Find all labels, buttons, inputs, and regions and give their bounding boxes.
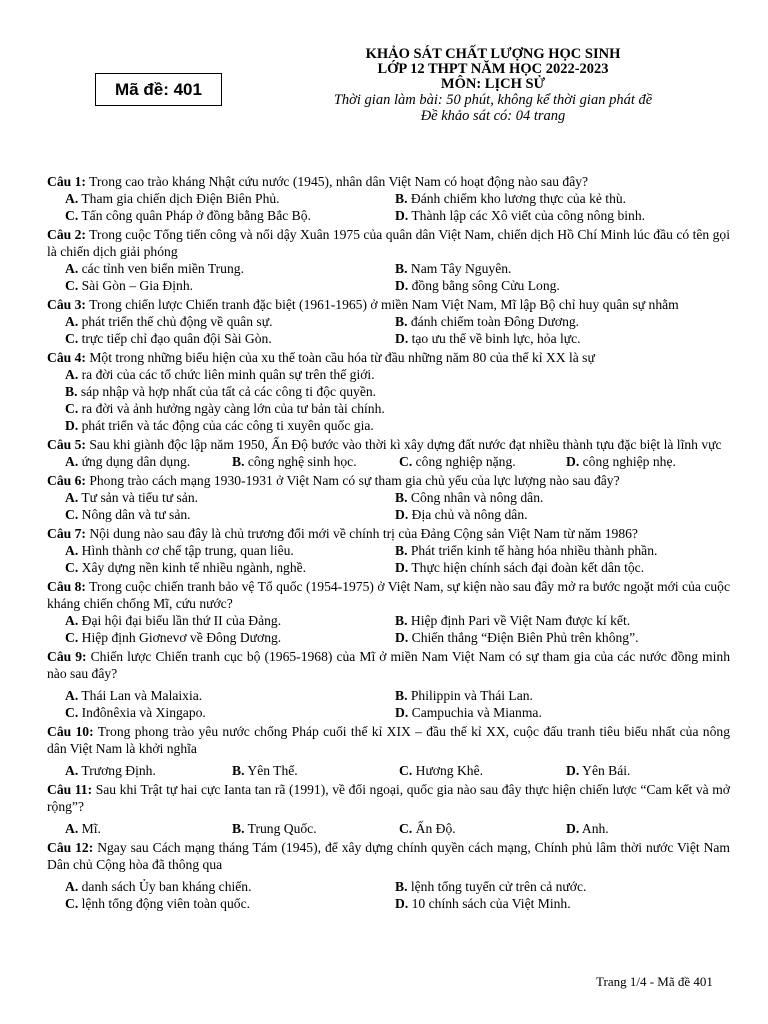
option-letter: A. — [65, 821, 79, 836]
option-text: lệnh tổng động viên toàn quốc. — [81, 896, 251, 911]
option-letter: D. — [566, 454, 580, 469]
option-text: lệnh tổng tuyển cử trên cả nước. — [410, 879, 587, 894]
answer-options — [47, 687, 730, 721]
question-2 — [47, 226, 730, 294]
option-letter: C. — [65, 278, 79, 293]
option-text: Thái Lan và Malaixia. — [81, 688, 203, 703]
answer-option-b — [395, 542, 730, 559]
option-letter: B. — [395, 613, 408, 628]
option-text: Hương Khê. — [415, 763, 484, 778]
answer-option-b — [232, 820, 395, 837]
question-stem — [47, 296, 730, 313]
answer-option-a — [65, 762, 228, 779]
question-text: Sau khi Trật tự hai cực Ianta tan rã (1991), về đối ngoại, quốc gia nào sau đây thực hiện chiến lược “Cam kết và mở rộng”? — [47, 782, 730, 814]
answer-option-a — [65, 687, 391, 704]
answer-option-d — [395, 277, 730, 294]
answer-option-c — [65, 277, 391, 294]
answer-option-d — [395, 629, 730, 646]
question-stem — [47, 578, 730, 612]
option-letter: A. — [65, 688, 79, 703]
option-text: Đại hội đại biểu lần thứ II của Đảng. — [81, 613, 282, 628]
question-5 — [47, 436, 730, 470]
answer-option-a — [65, 190, 391, 207]
question-stem — [47, 723, 730, 757]
question-list — [47, 173, 730, 914]
option-letter: A. — [65, 763, 79, 778]
question-text: Phong trào cách mạng 1930-1931 ở Việt Nam có sự tham gia chủ yếu của lực lượng nào sau đây? — [89, 473, 620, 488]
option-text: Đánh chiếm kho lương thực của kẻ thù. — [410, 191, 627, 206]
question-text: Trong cuộc chiến tranh bảo vệ Tổ quốc (1954-1975) ở Việt Nam, sự kiện nào sau đây mở ra bước ngoặt mới của cuộc kháng chiến chống Mĩ, cứu nước? — [47, 579, 730, 611]
question-4 — [47, 349, 730, 434]
option-text: Xây dựng nền kinh tế nhiều ngành, nghề. — [81, 560, 307, 575]
option-text: phát triển và tác động của các công ti xuyên quốc gia. — [81, 418, 374, 433]
answer-option-b — [395, 190, 730, 207]
option-text: Anh. — [581, 821, 609, 836]
option-letter: C. — [65, 705, 79, 720]
option-letter: D. — [395, 208, 409, 223]
answer-option-b — [395, 489, 730, 506]
option-text: Địa chủ và nông dân. — [411, 507, 528, 522]
option-letter: B. — [232, 763, 245, 778]
option-text: đánh chiếm toàn Đông Dương. — [410, 314, 580, 329]
option-text: Trung Quốc. — [247, 821, 317, 836]
header-grade-year: LỚP 12 THPT NĂM HỌC 2022-2023 — [377, 61, 609, 77]
option-letter: D. — [395, 560, 409, 575]
option-letter: B. — [395, 191, 408, 206]
option-letter: B. — [232, 821, 245, 836]
option-letter: D. — [395, 705, 409, 720]
option-letter: D. — [566, 821, 580, 836]
option-text: sáp nhập và hợp nhất của tất cả các công ti độc quyền. — [80, 384, 377, 399]
option-text: phát triển thế chủ động về quân sự. — [81, 314, 273, 329]
answer-option-b — [395, 687, 730, 704]
answer-option-d — [395, 330, 730, 347]
answer-option-d — [395, 704, 730, 721]
question-stem — [47, 349, 730, 366]
option-letter: D. — [395, 278, 409, 293]
option-text: công nghiệp nặng. — [415, 454, 516, 469]
option-text: công nghệ sinh học. — [247, 454, 357, 469]
answer-options — [47, 820, 730, 837]
question-text: Chiến lược Chiến tranh cục bộ (1965-1968) của Mĩ ở miền Nam Việt Nam có sự tham gia của các nước đồng minh nào sau đây? — [47, 649, 730, 681]
question-stem — [47, 436, 730, 453]
question-7 — [47, 525, 730, 576]
answer-option-a — [65, 313, 391, 330]
question-label: Câu 11: — [47, 782, 93, 797]
answer-option-d — [395, 559, 730, 576]
question-text: Trong cao trào kháng Nhật cứu nước (1945), nhân dân Việt Nam có hoạt động nào sau đây? — [89, 174, 589, 189]
header-title: KHẢO SÁT CHẤT LƯỢNG HỌC SINH — [365, 46, 621, 62]
answer-option-c — [65, 704, 391, 721]
question-9 — [47, 648, 730, 721]
option-letter: C. — [399, 763, 413, 778]
question-1 — [47, 173, 730, 224]
answer-option-a — [65, 820, 228, 837]
answer-option-b — [395, 878, 730, 895]
answer-option-c — [65, 559, 391, 576]
option-letter: C. — [65, 331, 79, 346]
answer-option-a — [65, 489, 391, 506]
question-8 — [47, 578, 730, 646]
answer-option-d — [65, 417, 730, 434]
answer-option-b — [232, 762, 395, 779]
option-letter: A. — [65, 490, 79, 505]
answer-option-b — [232, 453, 395, 470]
option-text: Yên Bái. — [582, 763, 631, 778]
question-label: Câu 1: — [47, 174, 86, 189]
question-stem — [47, 781, 730, 815]
question-stem — [47, 472, 730, 489]
option-text: đồng bằng sông Cửu Long. — [411, 278, 560, 293]
option-text: Hiệp định Giơnevơ về Đông Dương. — [81, 630, 282, 645]
option-letter: A. — [65, 454, 79, 469]
answer-option-c — [399, 820, 562, 837]
answer-options — [47, 489, 730, 523]
question-stem — [47, 648, 730, 682]
question-10 — [47, 723, 730, 779]
question-stem — [47, 173, 730, 190]
answer-option-c — [65, 207, 391, 224]
exam-header — [300, 47, 686, 124]
option-text: Ấn Độ. — [415, 821, 456, 836]
option-text: Phát triển kinh tế hàng hóa nhiều thành phần. — [410, 543, 658, 558]
option-letter: B. — [65, 384, 78, 399]
header-time: Thời gian làm bài: 50 phút, không kể thời gian phát đề — [333, 92, 653, 108]
answer-options — [47, 453, 730, 470]
answer-option-d — [395, 506, 730, 523]
option-text: các tỉnh ven biển miền Trung. — [81, 261, 244, 276]
answer-options — [47, 612, 730, 646]
page-footer: Trang 1/4 - Mã đề 401 — [596, 974, 713, 989]
answer-option-c — [65, 629, 391, 646]
option-letter: A. — [65, 261, 79, 276]
option-letter: A. — [65, 314, 79, 329]
question-stem — [47, 839, 730, 873]
question-text: Một trong những biểu hiện của xu thế toàn cầu hóa từ đầu những năm 80 của thế kỉ XX là sự — [89, 350, 595, 365]
option-text: Thành lập các Xô viết của công nông binh. — [411, 208, 646, 223]
option-letter: B. — [395, 490, 408, 505]
option-text: Công nhân và nông dân. — [410, 490, 544, 505]
option-letter: A. — [65, 367, 79, 382]
question-text: Sau khi giành độc lập năm 1950, Ấn Độ bước vào thời kì xây dựng đất nước đạt nhiều thành tựu đặc biệt là lĩnh vực — [89, 437, 722, 452]
option-letter: A. — [65, 613, 79, 628]
question-text: Trong chiến lược Chiến tranh đặc biệt (1961-1965) ở miền Nam Việt Nam, Mĩ lập Bộ chỉ huy quân sự nhằm — [89, 297, 679, 312]
option-text: Inđônêxia và Xingapo. — [81, 705, 206, 720]
option-letter: C. — [65, 896, 79, 911]
option-text: Campuchia và Mianma. — [411, 705, 542, 720]
question-label: Câu 8: — [47, 579, 86, 594]
exam-code-box: Mã đề: 401 — [95, 73, 222, 106]
option-text: Tư sản và tiểu tư sản. — [81, 490, 199, 505]
option-letter: A. — [65, 191, 79, 206]
option-letter: C. — [399, 821, 413, 836]
answer-option-c — [399, 453, 562, 470]
option-letter: A. — [65, 543, 79, 558]
option-letter: B. — [232, 454, 245, 469]
option-text: Mĩ. — [81, 821, 101, 836]
option-text: Nam Tây Nguyên. — [410, 261, 512, 276]
question-label: Câu 10: — [47, 724, 94, 739]
option-letter: B. — [395, 688, 408, 703]
answer-options — [47, 366, 730, 434]
answer-option-a — [65, 366, 730, 383]
question-label: Câu 12: — [47, 840, 94, 855]
answer-option-b — [395, 313, 730, 330]
header-pages: Đề khảo sát có: 04 trang — [420, 108, 566, 124]
option-text: danh sách Ủy ban kháng chiến. — [81, 879, 252, 894]
question-text: Trong cuộc Tổng tiến công và nổi dậy Xuân 1975 của quân dân Việt Nam, chiến dịch Hồ Chí Minh lúc đầu có tên gọi là chiến dịch giải phóng — [47, 227, 731, 259]
question-label: Câu 5: — [47, 437, 86, 452]
question-label: Câu 3: — [47, 297, 86, 312]
option-text: ra đời và ảnh hưởng ngày càng lớn của tư bản tài chính. — [81, 401, 385, 416]
option-letter: D. — [566, 763, 580, 778]
question-11 — [47, 781, 730, 837]
question-stem — [47, 226, 730, 260]
answer-option-d — [566, 453, 730, 470]
option-letter: C. — [65, 507, 79, 522]
answer-options — [47, 190, 730, 224]
option-letter: C. — [65, 401, 79, 416]
option-text: Trương Định. — [81, 763, 156, 778]
option-text: Hiệp định Pari về Việt Nam được kí kết. — [410, 613, 631, 628]
option-letter: C. — [65, 560, 79, 575]
option-letter: C. — [65, 630, 79, 645]
answer-option-d — [566, 820, 730, 837]
option-text: Yên Thế. — [247, 763, 298, 778]
answer-option-c — [399, 762, 562, 779]
answer-option-a — [65, 453, 228, 470]
option-text: trực tiếp chỉ đạo quân đội Sài Gòn. — [81, 331, 272, 346]
header-subject: MÔN: LỊCH SỬ — [440, 76, 546, 92]
question-text: Trong phong trào yêu nước chống Pháp cuối thế kỉ XIX – đầu thế kỉ XX, cuộc đấu tranh tiêu biểu nhất của nông dân Việt Nam là khởi nghĩa — [47, 724, 730, 756]
option-letter: D. — [65, 418, 79, 433]
option-text: Tấn công quân Pháp ở đồng bằng Bắc Bộ. — [81, 208, 311, 223]
question-6 — [47, 472, 730, 523]
option-letter: B. — [395, 879, 408, 894]
option-text: Thực hiện chính sách đại đoàn kết dân tộc. — [411, 560, 645, 575]
answer-option-b — [395, 260, 730, 277]
question-3 — [47, 296, 730, 347]
answer-options — [47, 542, 730, 576]
answer-option-b — [65, 383, 730, 400]
answer-option-b — [395, 612, 730, 629]
option-text: Hình thành cơ chế tập trung, quan liêu. — [81, 543, 294, 558]
answer-option-c — [65, 895, 391, 912]
question-label: Câu 2: — [47, 227, 86, 242]
question-text: Nội dung nào sau đây là chủ trương đổi mới về chính trị của Đảng Cộng sản Việt Nam từ năm 1986? — [89, 526, 638, 541]
answer-option-a — [65, 542, 391, 559]
question-label: Câu 6: — [47, 473, 86, 488]
question-text: Ngay sau Cách mạng tháng Tám (1945), để xây dựng chính quyền cách mạng, Chính phủ lâm thời nước Việt Nam Dân chủ Cộng hòa đã thông qua — [47, 840, 730, 872]
answer-options — [47, 762, 730, 779]
answer-options — [47, 260, 730, 294]
option-text: Philippin và Thái Lan. — [410, 688, 533, 703]
option-text: ứng dụng dân dụng. — [81, 454, 191, 469]
option-letter: B. — [395, 314, 408, 329]
answer-option-d — [395, 895, 730, 912]
option-letter: C. — [65, 208, 79, 223]
question-stem — [47, 525, 730, 542]
question-label: Câu 4: — [47, 350, 86, 365]
option-letter: B. — [395, 261, 408, 276]
answer-option-d — [395, 207, 730, 224]
answer-option-a — [65, 878, 391, 895]
question-label: Câu 9: — [47, 649, 87, 664]
option-text: Chiến thắng “Điện Biên Phủ trên không”. — [411, 630, 639, 645]
answer-option-d — [566, 762, 730, 779]
option-text: công nghiệp nhẹ. — [582, 454, 676, 469]
option-letter: D. — [395, 331, 409, 346]
option-text: Sài Gòn – Gia Định. — [81, 278, 194, 293]
option-letter: D. — [395, 896, 409, 911]
option-text: 10 chính sách của Việt Minh. — [411, 896, 571, 911]
option-letter: D. — [395, 507, 409, 522]
answer-option-a — [65, 260, 391, 277]
answer-option-c — [65, 400, 730, 417]
answer-option-c — [65, 506, 391, 523]
answer-options — [47, 878, 730, 912]
question-12 — [47, 839, 730, 912]
option-letter: D. — [395, 630, 409, 645]
answer-option-c — [65, 330, 391, 347]
option-text: ra đời của các tổ chức liên minh quân sự trên thế giới. — [81, 367, 375, 382]
answer-option-a — [65, 612, 391, 629]
option-letter: B. — [395, 543, 408, 558]
option-letter: A. — [65, 879, 79, 894]
option-text: Nông dân và tư sản. — [81, 507, 191, 522]
option-text: Tham gia chiến dịch Điện Biên Phủ. — [81, 191, 280, 206]
option-text: tạo ưu thế về binh lực, hỏa lực. — [411, 331, 581, 346]
answer-options — [47, 313, 730, 347]
option-letter: C. — [399, 454, 413, 469]
question-label: Câu 7: — [47, 526, 86, 541]
